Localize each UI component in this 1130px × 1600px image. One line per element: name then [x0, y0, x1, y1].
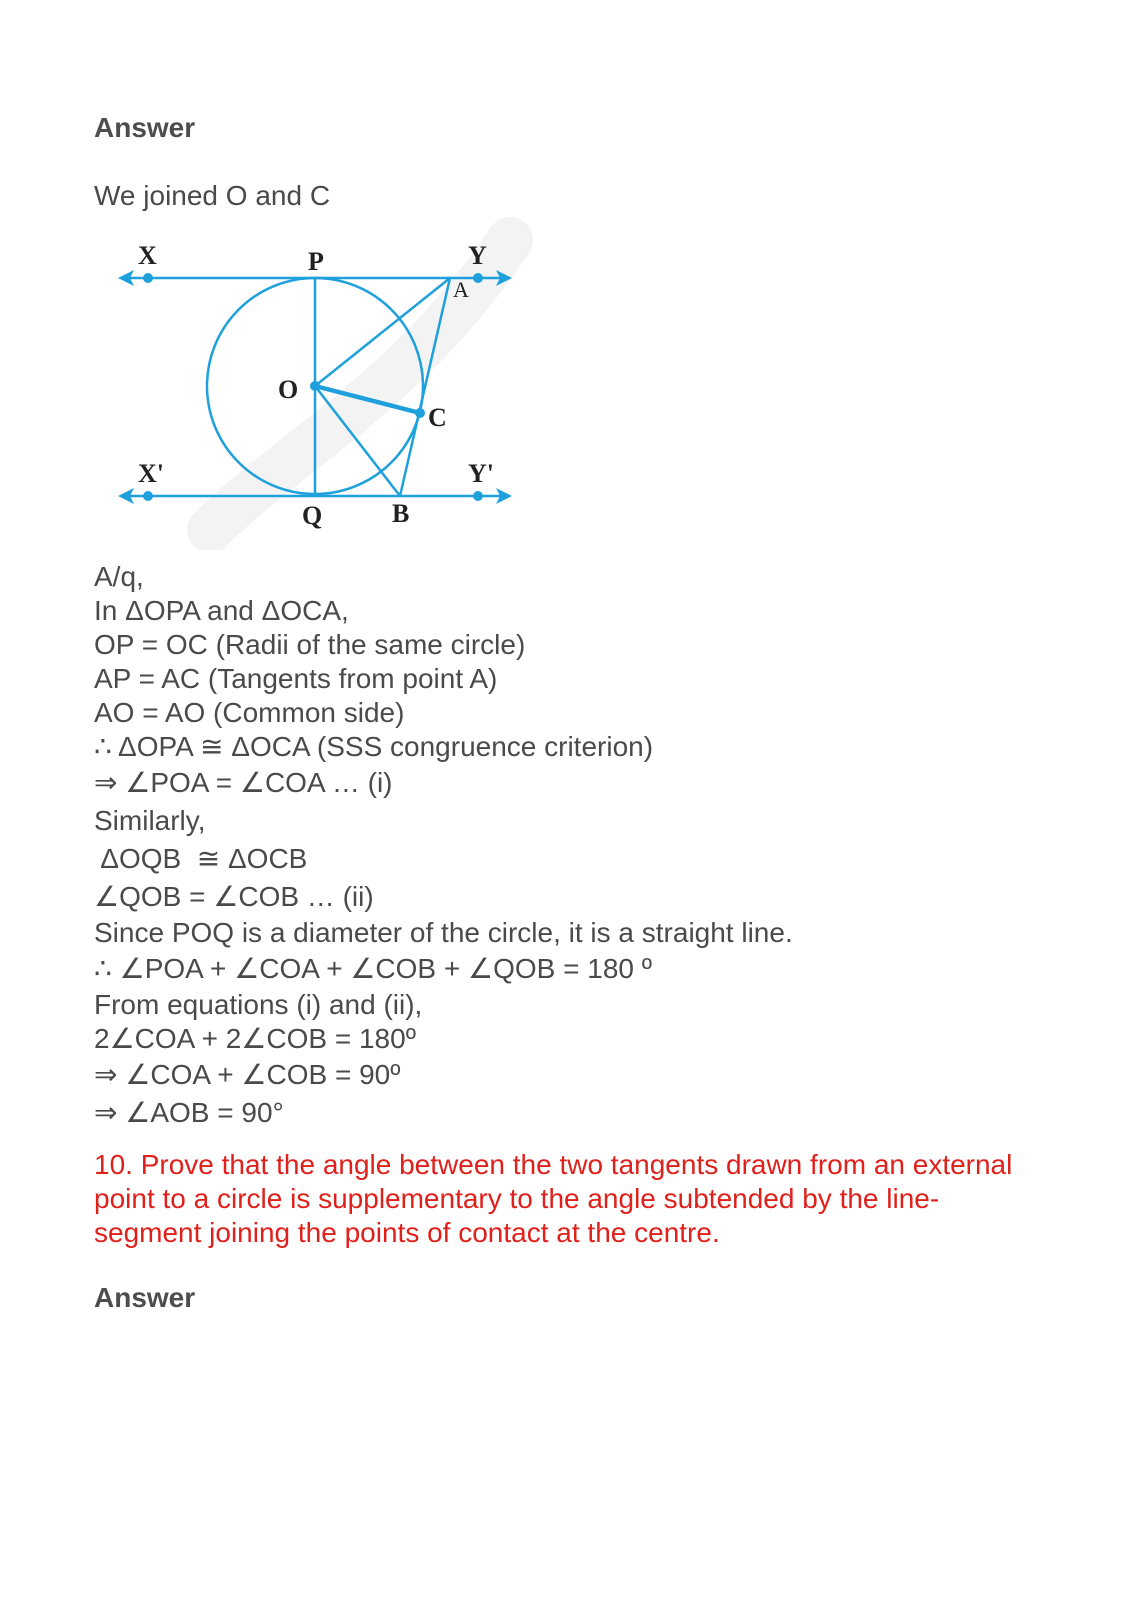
- intro-text: We joined O and C: [94, 180, 331, 211]
- proof-line: AP = AC (Tangents from point A): [94, 663, 498, 694]
- label-y-prime: Y': [468, 459, 494, 488]
- point-c-dot: [415, 408, 425, 418]
- label-q: Q: [302, 501, 323, 530]
- label-y: Y: [468, 241, 487, 270]
- label-o: O: [278, 375, 299, 404]
- proof-block: [94, 560, 793, 1132]
- proof-line: A/q,: [94, 561, 144, 592]
- answer-heading: Answer: [94, 112, 196, 143]
- label-a: A: [453, 277, 469, 302]
- proof-line: ⇒ ∠POA = ∠COA … (i): [94, 767, 393, 798]
- point-o-dot: [310, 381, 320, 391]
- proof-line: Since POQ is a diameter of the circle, it is a straight line.: [94, 917, 793, 948]
- proof-line: AO = AO (Common side): [94, 697, 405, 728]
- geometry-figure: [110, 210, 540, 550]
- proof-line: ∠QOB = ∠COB … (ii): [94, 881, 374, 912]
- point-yp-dot: [473, 491, 483, 501]
- label-b: B: [392, 499, 410, 528]
- label-x-prime: X': [138, 459, 164, 488]
- question-10: 10. Prove that the angle between the two tangents drawn from an external point to a circle is supplementary to the angle subtended by the line-segment joining the points of contact at the centre.: [94, 1149, 1013, 1248]
- proof-line: OP = OC (Radii of the same circle): [94, 629, 526, 660]
- proof-line: In ΔOPA and ΔOCA,: [94, 595, 349, 626]
- proof-line: ⇒ ∠AOB = 90°: [94, 1097, 284, 1128]
- proof-line: Similarly,: [94, 805, 206, 836]
- proof-line: ∴ ∠POA + ∠COA + ∠COB + ∠QOB = 180 º: [94, 953, 652, 984]
- label-c: C: [428, 403, 447, 432]
- answer-heading-2: Answer: [94, 1282, 196, 1313]
- geometry-diagram: [110, 210, 540, 550]
- proof-line: 2∠COA + 2∠COB = 180º: [94, 1023, 416, 1054]
- label-x: X: [138, 241, 157, 270]
- proof-line: ⇒ ∠COA + ∠COB = 90º: [94, 1059, 401, 1090]
- proof-line: ∴ ΔOPA ≅ ΔOCA (SSS congruence criterion): [94, 731, 654, 762]
- proof-line: From equations (i) and (ii),: [94, 989, 423, 1020]
- point-xp-dot: [143, 491, 153, 501]
- point-y-dot: [473, 273, 483, 283]
- proof-line: ΔOQB ≅ ΔOCB: [94, 843, 308, 874]
- label-p: P: [308, 247, 324, 276]
- point-x-dot: [143, 273, 153, 283]
